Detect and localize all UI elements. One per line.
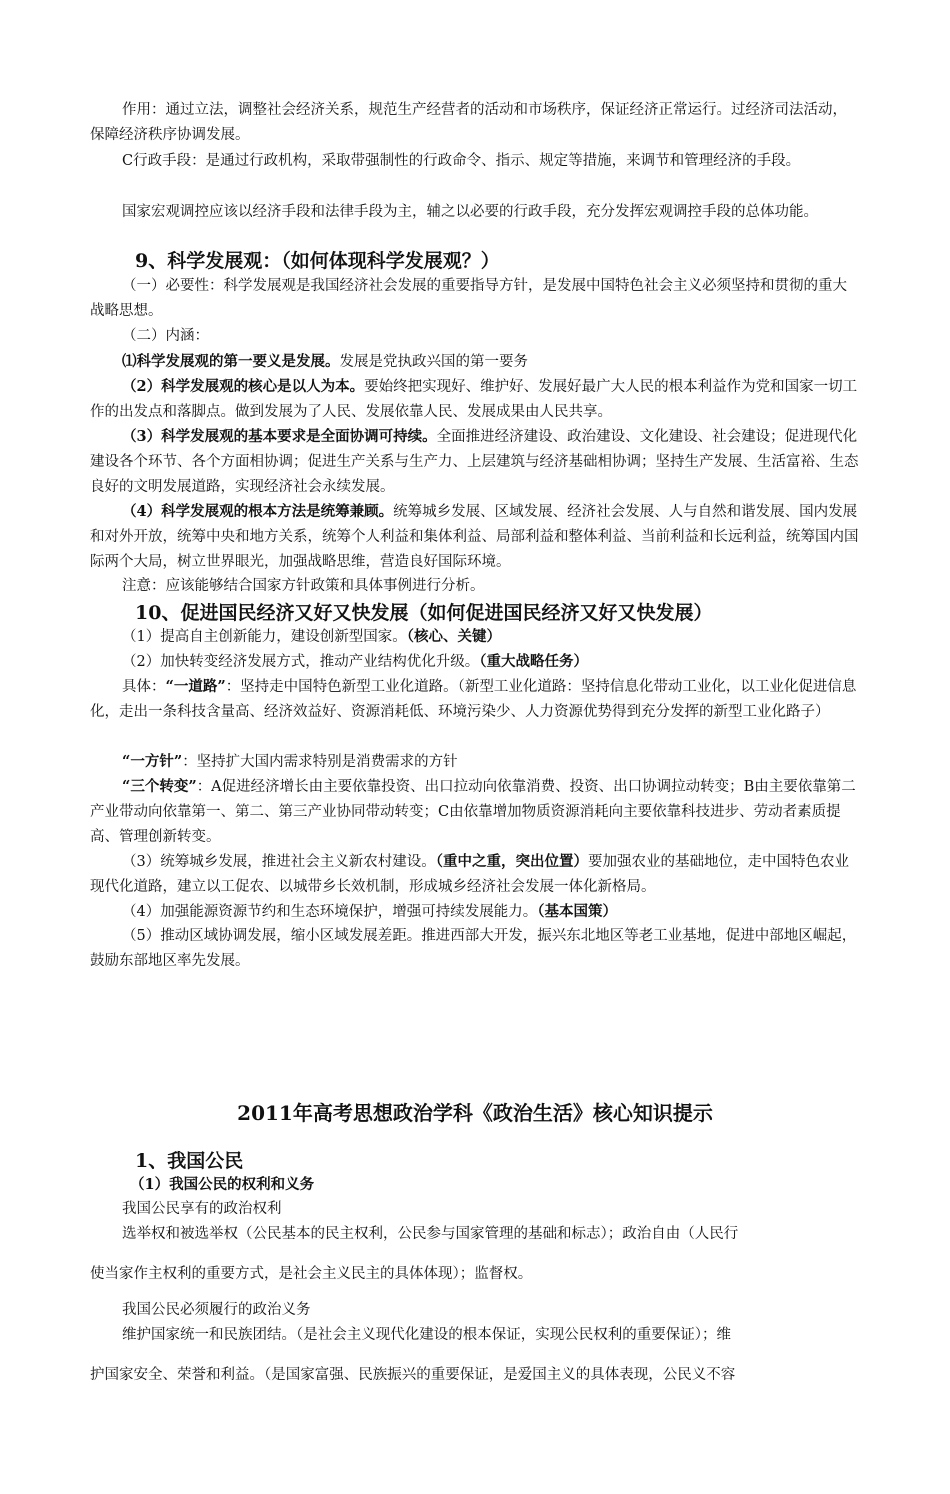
paragraph-fundamental-method <box>90 499 860 575</box>
body-text: 具体： <box>122 679 166 695</box>
paragraph-first-essence <box>90 349 860 375</box>
bold-note: （重大战略任务） <box>479 653 588 670</box>
bold-lead: ⑴科学发展观的第一要义是发展。 <box>122 353 340 370</box>
paragraph-urban-rural <box>90 849 860 900</box>
paragraph-core-people <box>90 374 860 425</box>
paragraph-one-road <box>90 674 860 725</box>
line-rights-detail-1: 选举权和被选举权（公民基本的民主权利，公民参与国家管理的基础和标志）；政治自由（人民行 <box>122 1226 739 1242</box>
line-duties-detail-2: 护国家安全、荣誉和利益。（是国家富强、民族振兴的重要保证，是爱国主义的具体表现，公民义不容 <box>90 1367 736 1383</box>
paragraph-energy <box>90 899 860 925</box>
body-text: 发展是党执政兴国的第一要务 <box>339 354 528 370</box>
line-political-rights: 我国公民享有的政治权利 <box>122 1201 282 1217</box>
body-text: ：坚持扩大国内需求特别是消费需求的方针 <box>182 754 458 770</box>
paragraph-macro-control: 国家宏观调控应该以经济手段和法律手段为主，辅之以必要的行政手段，充分发挥宏观调控手段的总体功能。 <box>122 204 818 220</box>
bold-note: （基本国策） <box>537 903 617 920</box>
bold-note: （重中之重，突出位置） <box>435 853 588 870</box>
body-text: （4）加强能源资源节约和生态环境保护，增强可持续发展能力。 <box>122 904 538 920</box>
bold-lead: “三个转变” <box>122 778 197 795</box>
paragraph-innovation <box>90 624 860 650</box>
body-text: 要加强农业的基础地位，走中国特色农业现代化道路，建立以工促农、以城带乡长效机制，形成城乡经济社会发展一体化新格局。 <box>90 854 849 895</box>
bold-note: （核心、关键） <box>406 628 501 645</box>
paragraph-three-changes <box>90 774 860 850</box>
body-text: 统筹城乡发展、区域发展、经济社会发展、人与自然和谐发展、国内发展和对外开放，统筹中央和地方关系，统筹个人利益和集体利益、局部利益和整体利益、当前利益和长远利益，统筹国内国际两个大局，树立世界眼光，加强战略思维，营造良好国际环境。 <box>90 504 859 570</box>
paragraph-legal-role: 作用：通过立法，调整社会经济关系，规范生产经营者的活动和市场秩序，保证经济正常运行。过经济司法活动，保障经济秩序协调发展。 <box>90 102 847 143</box>
bold-lead: （4）科学发展观的根本方法是统筹兼顾。 <box>122 503 394 520</box>
section-title: 2011年高考思想政治学科《政治生活》核心知识提示 <box>237 1101 713 1125</box>
body-text: 要始终把实现好、维护好、发展好最广大人民的根本利益作为党和国家一切工作的出发点和落脚点。做到发展为了人民、发展依靠人民、发展成果由人民共享。 <box>90 379 858 420</box>
heading-citizens: 1、我国公民 <box>135 1150 244 1172</box>
heading-scientific-development: 9、科学发展观：（如何体现科学发展观？） <box>135 250 500 272</box>
paragraph-transformation <box>90 649 860 675</box>
body-text: （3）统筹城乡发展，推进社会主义新农村建设。 <box>122 854 436 870</box>
body-text: （1）提高自主创新能力，建设创新型国家。 <box>122 629 407 645</box>
line-duties-detail-1: 维护国家统一和民族团结。（是社会主义现代化建设的根本保证，实现公民权利的重要保证）；维 <box>122 1327 731 1343</box>
paragraph-basic-requirement <box>90 424 860 500</box>
body-text: （2）加快转变经济发展方式，推动产业结构优化升级。 <box>122 654 480 670</box>
paragraph-administrative-means: C行政手段：是通过行政机构，采取带强制性的行政命令、指示、规定等措施，来调节和管理经济的手段。 <box>122 153 801 169</box>
line-rights-detail-2: 使当家作主权利的重要方式，是社会主义民主的具体体现）；监督权。 <box>90 1266 533 1282</box>
heading-economy-development: 10、促进国民经济又好又快发展（如何促进国民经济又好又快发展） <box>135 602 713 624</box>
paragraph-connotation: （二）内涵： <box>122 328 209 344</box>
paragraph-regional: （5）推动区域协调发展，缩小区域发展差距。推进西部大开发，振兴东北地区等老工业基地，促进中部地区崛起，鼓励东部地区率先发展。 <box>90 928 857 969</box>
body-text: ：坚持走中国特色新型工业化道路。（新型工业化道路：坚持信息化带动工业化，以工业化促进信息化，走出一条科技含量高、经济效益好、资源消耗低、环境污染少、人力资源优势得到充分发挥的新型工业化路子） <box>90 679 857 720</box>
body-text: 全面推进经济建设、政治建设、文化建设、社会建设；促进现代化建设各个环节、各个方面相协调；促进生产关系与生产力、上层建筑与经济基础相协调；坚持生产发展、生活富裕、生态良好的文明发展道路，实现经济社会永续发展。 <box>90 429 859 495</box>
subheading-rights-duties: （1）我国公民的权利和义务 <box>130 1176 315 1193</box>
bold-lead: （2）科学发展观的核心是以人为本。 <box>122 378 365 395</box>
paragraph-note: 注意：应该能够结合国家方针政策和具体事例进行分析。 <box>122 578 485 594</box>
paragraph-one-policy <box>90 749 860 775</box>
bold-lead: （3）科学发展观的基本要求是全面协调可持续。 <box>122 428 437 445</box>
paragraph-necessity: （一）必要性：科学发展观是我国经济社会发展的重要指导方针，是发展中国特色社会主义必须坚持和贯彻的重大战略思想。 <box>90 278 847 319</box>
body-text: ：A促进经济增长由主要依靠投资、出口拉动向依靠消费、投资、出口协调拉动转变；B由主要依靠第二产业带动向依靠第一、第二、第三产业协同带动转变；C由依靠增加物质资源消耗向主要依靠科技进步、劳动者素质提高、管理创新转变。 <box>90 779 856 845</box>
line-political-duties: 我国公民必须履行的政治义务 <box>122 1302 311 1318</box>
bold-lead: “一道路” <box>165 678 226 695</box>
bold-lead: “一方针” <box>122 753 183 770</box>
